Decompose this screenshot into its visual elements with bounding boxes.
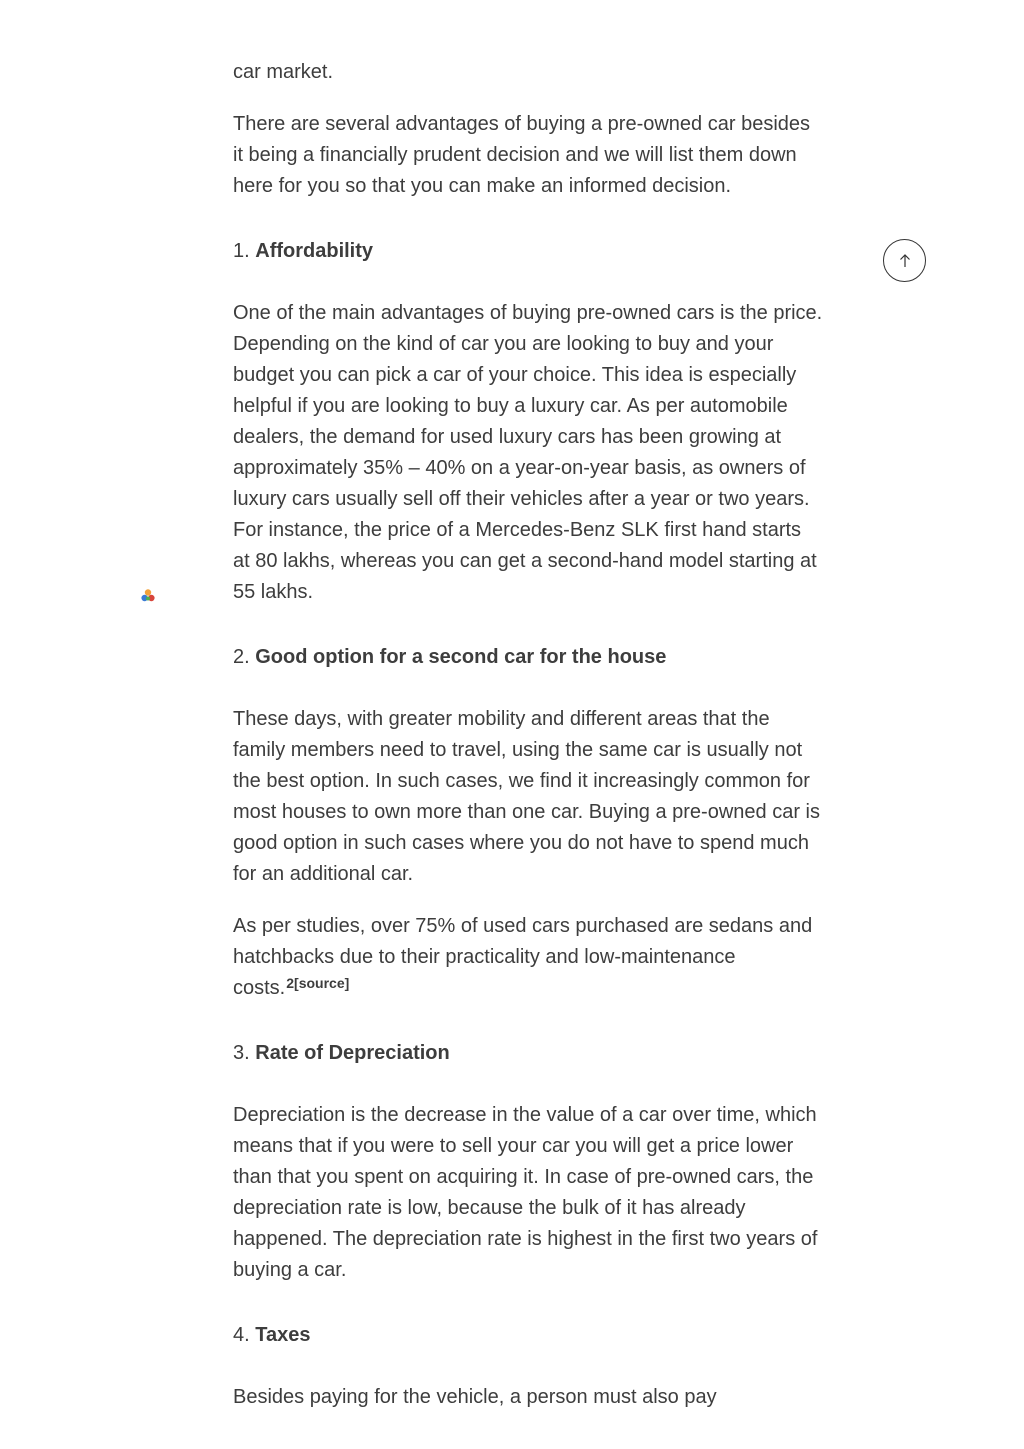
section-paragraph-text: As per studies, over 75% of used cars purchased are sedans and hatchbacks due to their practicality and low-maintenance costs. <box>233 915 813 999</box>
section-heading-second-car <box>233 642 823 673</box>
intro-tail: car market. <box>233 61 334 83</box>
arrow-up-icon <box>897 253 913 269</box>
section-paragraph: One of the main advantages of buying pre-owned cars is the price. Depending on the kind of car you are looking to buy and your budget you can pick a car of your choice. This idea is especially helpful if you are looking to buy a luxury car. As per automobile dealers, the demand for used luxury cars has been growing at approximately 35% – 40% on a year-on-year basis, as owners of luxury cars usually sell off their vehicles after a year or two years. For instance, the price of a Mercedes-Benz SLK first hand starts at 80 lakhs, whereas you can get a second-hand model starting at 55 lakhs. <box>233 302 823 603</box>
section-heading-taxes <box>233 1320 823 1351</box>
section-paragraph: These days, with greater mobility and different areas that the family members need to travel, using the same car is usually not the best option. In such cases, we find it increasingly common for most houses to own more than one car. Buying a pre-owned car is good option in such cases where you do not have to spend much for an additional car. <box>233 708 820 885</box>
section-title: Rate of Depreciation <box>255 1042 450 1064</box>
section-heading-depreciation <box>233 1038 823 1069</box>
section-title: Good option for a second car for the house <box>255 646 667 668</box>
section-title: Affordability <box>255 240 374 262</box>
section-paragraph: Depreciation is the decrease in the value of a car over time, which means that if you were to sell your car you will get a price lower than that you spent on acquiring it. In case of pre-owned cars, the depreciation rate is low, because the bulk of it has already happened. The depreciation rate is highest in the first two years of buying a car. <box>233 1104 818 1281</box>
section-number: 4. <box>233 1324 250 1346</box>
section-heading-affordability <box>233 236 823 267</box>
article-body <box>233 57 823 1434</box>
color-cube-icon[interactable] <box>140 588 156 604</box>
intro-paragraph: There are several advantages of buying a pre-owned car besides it being a financially prudent decision and we will list them down here for you so that you can make an informed decision. <box>233 113 811 197</box>
scroll-to-top-button[interactable] <box>883 239 926 282</box>
citation-link[interactable]: 2[source] <box>286 975 350 991</box>
section-paragraph: Besides paying for the vehicle, a person must also pay <box>233 1386 717 1408</box>
section-number: 3. <box>233 1042 250 1064</box>
section-number: 1. <box>233 240 250 262</box>
section-paragraph-with-citation <box>233 911 823 1004</box>
section-number: 2. <box>233 646 250 668</box>
section-title: Taxes <box>255 1324 311 1346</box>
